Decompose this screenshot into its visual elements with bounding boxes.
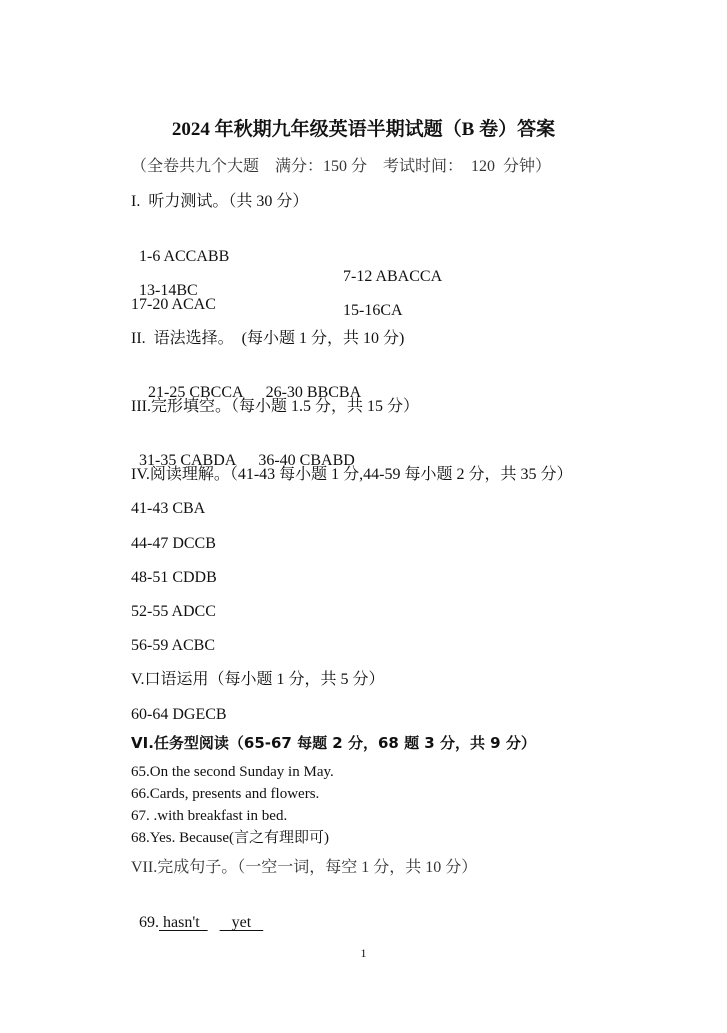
answer-56-59: 56-59 ACBC (131, 637, 216, 654)
answer-44-47: 44-47 DCCB (131, 535, 216, 552)
section3-heading: III.完形填空。（每小题 1.5 分，共 15 分） (131, 398, 419, 415)
section2-heading: II. 语法选择。 (每小题 1 分，共 10 分) (131, 330, 405, 347)
answer-66: 66.Cards, presents and flowers. (131, 786, 320, 802)
answer-36-40: 36-40 CBABD (258, 452, 355, 469)
exam-info: （全卷共九个大题 满分：150 分 考试时间： 120 分钟） (131, 158, 552, 175)
answer-7-12: 7-12 ABACCA (343, 268, 443, 285)
answer-68: 68.Yes. Because(言之有理即可) (131, 830, 330, 846)
answer-60-64: 60-64 DGECB (131, 706, 227, 723)
answer-52-55: 52-55 ADCC (131, 603, 216, 620)
section4-heading: IV.阅读理解。（41-43 每小题 1 分,44-59 每小题 2 分，共 35 分） (131, 466, 573, 483)
section1-heading: I. 听力测试。（共 30 分） (131, 193, 309, 210)
answer-15-16: 15-16CA (343, 302, 403, 319)
blank-answer: hasn't (159, 914, 208, 931)
section7-heading: VII.完成句子。（一空一词，每空 1 分，共 10 分） (131, 859, 478, 876)
answer-17-20: 17-20 ACAC (131, 296, 216, 313)
answer-13-14: 13-14BC (139, 282, 198, 299)
section5-heading: V.口语运用（每小题 1 分，共 5 分） (131, 671, 385, 688)
answer-67: 67. .with breakfast in bed. (131, 808, 288, 824)
answer-48-51: 48-51 CDDB (131, 569, 217, 586)
answer-21-25: 21-25 CBCCA (148, 384, 244, 401)
answer-26-30: 26-30 BBCBA (265, 384, 362, 401)
answer-69 (131, 893, 263, 933)
answer-1-6: 1-6 ACCABB (139, 248, 230, 265)
question-number: 69. (139, 914, 159, 931)
answer-41-43: 41-43 CBA (131, 500, 206, 517)
page-title: 2024 年秋期九年级英语半期试题（B 卷）答案 (171, 119, 556, 140)
answer-31-35: 31-35 CABDA (139, 452, 237, 469)
page-number: 1 (360, 946, 367, 960)
blank-answer: yet (219, 914, 264, 931)
answer-65: 65.On the second Sunday in May. (131, 764, 334, 780)
section6-heading: VI.任务型阅读（65-67 每题 2 分，68 题 3 分，共 9 分） (131, 734, 536, 752)
